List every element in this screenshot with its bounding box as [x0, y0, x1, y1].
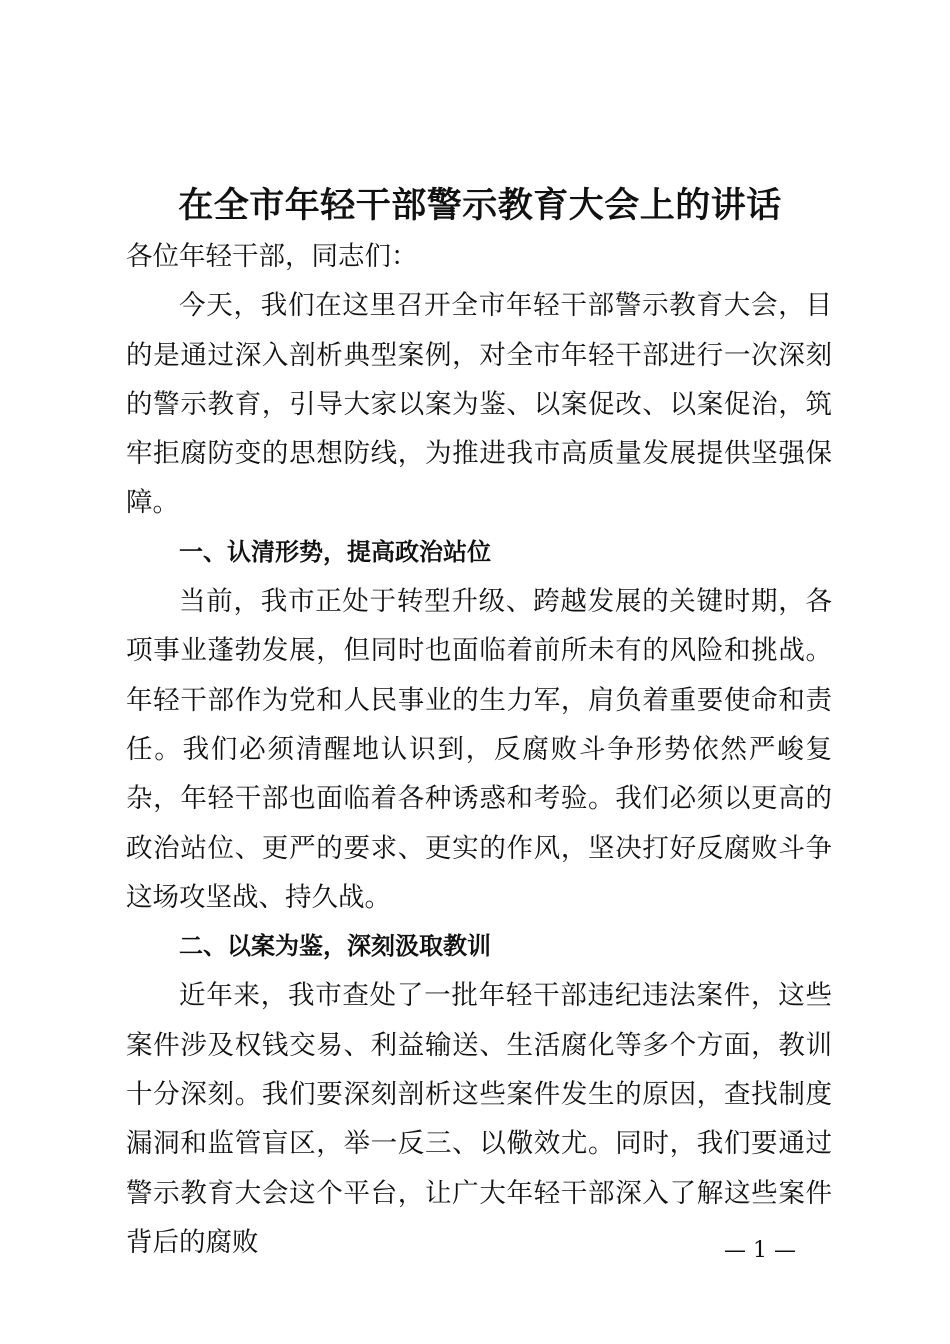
section-body-2: 近年来，我市查处了一批年轻干部违纪违法案件，这些案件涉及权钱交易、利益输送、生活腐化等多个方面，教训十分深刻。我们要深刻剖析这些案件发生的原因，查找制度漏洞和监管盲区，举一反三、以儆效尤。同时，我们要通过警示教育大会这个平台，让广大年轻干部深入了解这些案件背后的腐败: [126, 980, 832, 1258]
salutation: 各位年轻干部，同志们：: [126, 241, 418, 272]
document-body: [126, 232, 832, 1267]
document-title: 在全市年轻干部警示教育大会上的讲话: [178, 186, 782, 226]
section-heading-1: 一、认清形势，提高政治站位: [179, 537, 491, 566]
page-number: — 1 —: [724, 1238, 796, 1263]
section-body-1: 当前，我市正处于转型升级、跨越发展的关键时期，各项事业蓬勃发展，但同时也面临着前所未有的风险和挑战。年轻干部作为党和人民事业的生力军，肩负着重要使命和责任。我们必须清醒地认识到，反腐败斗争形势依然严峻复杂，年轻干部也面临着各种诱惑和考验。我们必须以更高的政治站位、更严的要求、更实的作风，坚决打好反腐败斗争这场攻坚战、持久战。: [126, 586, 832, 913]
intro-paragraph: 今天，我们在这里召开全市年轻干部警示教育大会，目的是通过深入剖析典型案例，对全市年轻干部进行一次深刻的警示教育，引导大家以案为鉴、以案促改、以案促治，筑牢拒腐防变的思想防线，为推进我市高质量发展提供坚强保障。: [126, 290, 832, 519]
section-heading-2: 二、以案为鉴，深刻汲取教训: [179, 932, 491, 961]
